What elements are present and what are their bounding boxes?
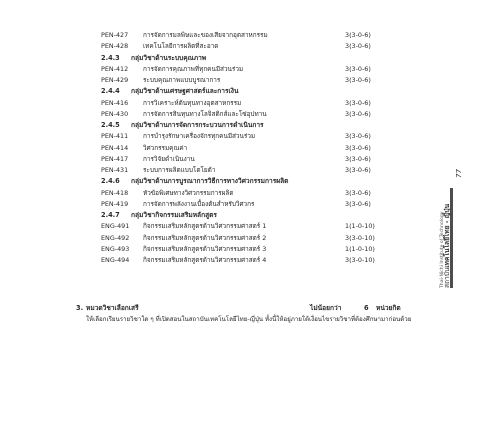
course-name: ระบบการผลิตแบบโตโยต้า (143, 166, 216, 174)
group-title: กลุ่มวิชาด้านการบูรณาการวิธีการทางวิศวกรรมการผลิต (131, 177, 289, 186)
course-name: กิจกรรมเสริมหลักสูตรด้านวิศวกรรมศาสตร์ 4 (143, 256, 267, 264)
course-credit: 3(3-0-10) (345, 256, 375, 264)
side-tab-name: เทคโนโลยีไทย - ญี่ปุ่น (443, 203, 451, 268)
course-name: การจัดการสินทุนทางโลจิสติกส์และโซ่อุปทาน (143, 109, 267, 118)
course-name: การวิจัยดำเนินงาน (143, 154, 195, 163)
group-title: กลุ่มวิชาด้านเศรษฐศาสตร์และการเงิน (131, 87, 239, 96)
course-name: การจัดการมลพิษและของเสียจากอุตสาหกรรม (143, 31, 268, 39)
course-code: ENG-493 (101, 244, 130, 253)
course-code: PEN-428 (101, 42, 129, 51)
course-code: PEN-427 (101, 31, 129, 39)
group-title: กลุ่มวิชาด้านระบบคุณภาพ (131, 53, 207, 62)
course-credit: 3(3-0-6) (345, 132, 371, 141)
side-tab-title (444, 204, 451, 288)
course-credit: 3(3-0-6) (345, 42, 371, 51)
course-name: การจัดการพลังงานเบื้องต้นสำหรับวิศวกร (143, 199, 255, 208)
course-name: กิจกรรมเสริมหลักสูตรด้านวิศวกรรมศาสตร์ 3 (143, 244, 267, 253)
elective-credit-count: 6 (364, 304, 369, 312)
course-credit: 1(1-0-10) (345, 222, 375, 231)
course-code: PEN-411 (101, 132, 129, 141)
course-credit: 3(3-0-6) (345, 64, 371, 73)
elective-note: ให้เลือกเรียนรายวิชาใด ๆ ที่เปิดสอนในสถาบันเทคโนโลยีไทย-ญี่ปุ่น ทั้งนี้ให้อยู่ภายใต้เงื่อนไขรายวิชาที่ต้องศึกษามาก่อนด้วย (86, 316, 412, 323)
course-credit: 3(3-0-10) (345, 233, 375, 242)
group-number: 2.4.4 (101, 87, 120, 96)
group-number: 2.4.5 (101, 121, 120, 129)
course-credit: 3(3-0-6) (345, 188, 371, 197)
course-code: PEN-429 (101, 76, 129, 84)
elective-section-number: 3. (76, 304, 84, 312)
course-name: ระบบคุณภาพแบบบูรณาการ (143, 76, 221, 84)
group-number: 2.4.6 (101, 177, 120, 186)
elective-section-title: หมวดวิชาเลือกเสรี (86, 304, 139, 312)
course-code: PEN-431 (101, 166, 129, 174)
elective-at-least: ไม่น้อยกว่า (310, 304, 342, 312)
group-number: 2.4.7 (101, 211, 120, 219)
course-name: เทคโนโลยีการผลิตที่สะอาด (143, 42, 219, 51)
course-credit: 3(3-0-6) (345, 143, 371, 152)
elective-credit-unit: หน่วยกิต (376, 304, 401, 312)
course-name: วิศวกรรมคุณค่า (143, 143, 188, 152)
course-code: PEN-430 (101, 109, 129, 118)
course-name: กิจกรรมเสริมหลักสูตรด้านวิศวกรรมศาสตร์ 2 (143, 233, 267, 242)
group-number: 2.4.3 (101, 53, 120, 62)
course-code: ENG-494 (101, 256, 130, 264)
course-code: ENG-492 (101, 233, 130, 242)
group-title: กลุ่มวิชากิจกรรมเสริมหลักสูตร (131, 211, 217, 219)
course-name: การวิเคราะห์ต้นทุนทางอุตสาหกรรม (143, 98, 242, 107)
course-code: PEN-418 (101, 188, 129, 197)
course-credit: 3(3-0-6) (345, 154, 371, 163)
course-credit: 3(3-0-6) (345, 31, 371, 39)
course-name: หัวข้อพิเศษทางวิศวกรรมการผลิต (143, 188, 234, 197)
course-credit: 3(3-0-6) (345, 98, 371, 107)
course-credit: 3(3-0-6) (345, 109, 371, 118)
course-code: PEN-419 (101, 199, 129, 208)
course-credit: 3(3-0-6) (345, 199, 371, 208)
course-code: PEN-416 (101, 98, 129, 107)
course-credit: 3(3-0-6) (345, 166, 371, 174)
course-name: การบำรุงรักษาเครื่องจักรทุกคนมีส่วนร่วม (143, 132, 256, 141)
page-number: 77 (455, 169, 463, 178)
side-tab-prefix: สถาบัน (443, 267, 451, 288)
course-name: กิจกรรมเสริมหลักสูตรด้านวิศวกรรมศาสตร์ 1 (143, 222, 267, 231)
course-code: PEN-412 (101, 64, 129, 73)
course-code: PEN-414 (101, 143, 129, 152)
course-code: PEN-417 (101, 154, 129, 163)
course-name: การจัดการคุณภาพที่ทุกคนมีส่วนร่วม (143, 64, 244, 73)
course-credit: 1(1-0-10) (345, 244, 375, 253)
side-tab-subtitle: Thai-Nichi Institute of Technology (440, 211, 445, 288)
course-credit: 3(3-0-6) (345, 76, 371, 84)
course-code: ENG-491 (101, 222, 130, 231)
side-tab (440, 188, 453, 288)
group-title: กลุ่มวิชาด้านการจัดการกระบวนการดำเนินการ (131, 121, 264, 129)
